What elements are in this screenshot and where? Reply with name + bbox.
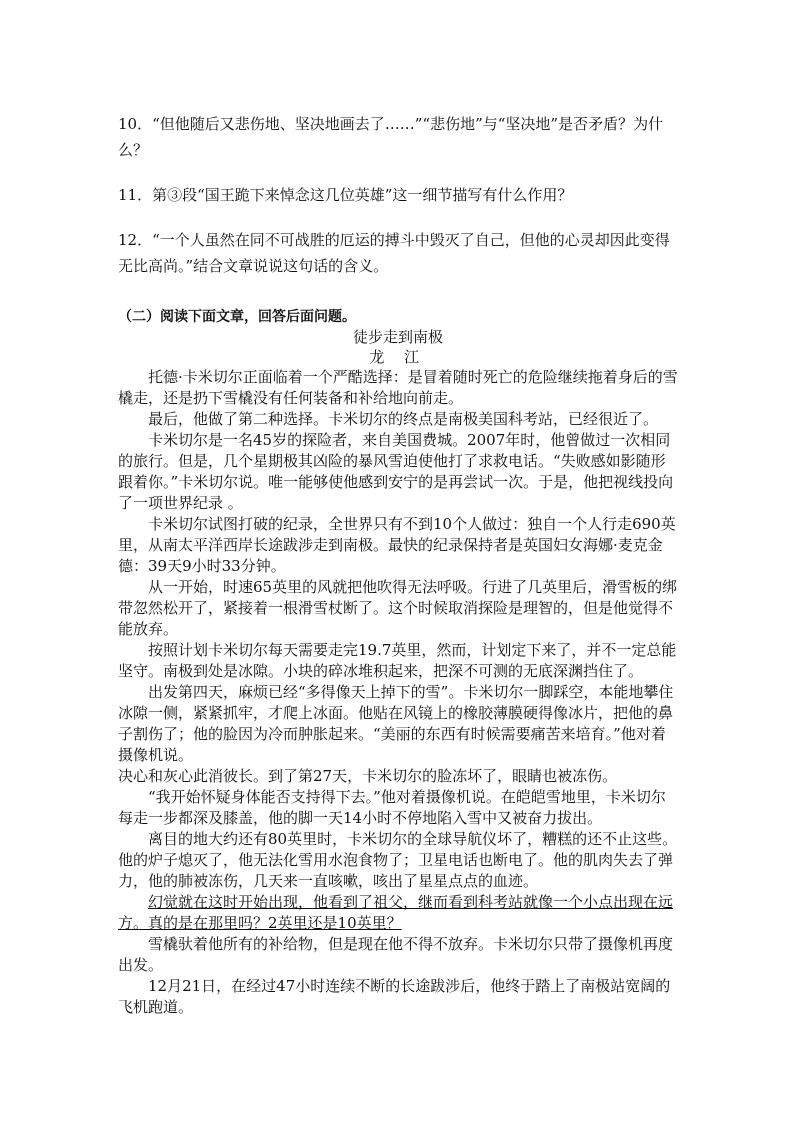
paragraph: 最后，他做了第二种选择。卡米切尔的终点是南极美国科考站，已经很近了。 bbox=[148, 410, 659, 428]
paragraph: “我开始怀疑身体能否支持得下去。”他对着摄像机说。在皑皑雪地里，卡米切尔每走一步都深及膝盖，他的脚一天14小时不停地陷入雪中又被奋力拔出。 bbox=[118, 788, 666, 827]
paragraph: 卡米切尔试图打破的纪录，全世界只有不到10个人做过：独自一个人行走690英里，从南太平洋西岸长途跋涉走到南极。最快的纪录保持者是英国妇女海娜·麦克金德：39天9小时33分钟。 bbox=[118, 515, 676, 575]
question-11: 11．第③段“国王跪下来悼念这几位英雄”这一细节描写有什么作用？ bbox=[118, 186, 573, 204]
paragraph: 按照计划卡米切尔每天需要走完19.7英里，然而，计划定下来了，并不一定总能坚守。南极到处是冰隙。小块的碎冰堆积起来，把深不可测的无底深渊挡住了。 bbox=[118, 641, 677, 680]
paragraph: 出发第四天，麻烦已经“多得像天上掉下的雪”。卡米切尔一脚踩空，本能地攀住冰隙一侧，紧紧抓牢，才爬上冰面。他贴在风镜上的橡胶薄膜硬得像冰片，把他的鼻子割伤了；他的脸因为冷而肿胀起来。“美丽的东西有时候需要痛苦来培育。”他对着摄像机说。 bbox=[118, 683, 674, 764]
paragraph-underlined bbox=[118, 892, 678, 934]
paragraph: 决心和灰心此消彼长。到了第27天，卡米切尔的脸冻坏了，眼睛也被冻伤。 bbox=[118, 767, 618, 785]
paragraph: 12月21日，在经过47小时连续不断的长途跋涉后，他终于踏上了南极站宽阔的飞机跑道。 bbox=[118, 977, 671, 1016]
page-content bbox=[118, 111, 678, 1018]
paragraph: 从一开始，时速65英里的风就把他吹得无法呼吸。行进了几英里后，滑雪板的绑带忽然松开了，紧接着一根滑雪杖断了。这个时候取消探险是理智的，但是他觉得不能放弃。 bbox=[118, 578, 678, 638]
paragraph: 卡米切尔是一名45岁的探险者，来自美国费城。2007年时，他曾做过一次相同的旅行。但是，几个星期极其凶险的暴风雪迫使他打了求救电话。“失败感如影随形跟着你。”卡米切尔说。唯一能够使他感到安宁的是再尝试一次。于是，他把视线投向了一项世界纪录 。 bbox=[118, 431, 674, 512]
paragraph: 雪橇驮着他所有的补给物，但是现在他不得不放弃。卡米切尔只带了摄像机再度出发。 bbox=[118, 935, 674, 974]
underlined-text: 幻觉就在这时开始出现，他看到了祖父，继而看到科考站就像一个小点出现在远方。真的是在那里吗？2英里还是10英里？ bbox=[118, 893, 674, 932]
question-12: 12．“一个人虽然在同不可战胜的厄运的搏斗中毁灭了自己，但他的心灵却因此变得无比高尚。”结合文章说说这句话的含义。 bbox=[118, 231, 670, 275]
paragraph: 托德·卡米切尔正面临着一个严酷选择：是冒着随时死亡的危险继续拖着身后的雪橇走，还是扔下雪橇没有任何装备和补给地向前走。 bbox=[118, 368, 678, 407]
question-10: 10．“但他随后又悲伤地、坚决地画去了……”“悲伤地”与“坚决地”是否矛盾？为什么？ bbox=[118, 115, 664, 159]
section-heading: （二）阅读下面文章，回答后面问题。 bbox=[118, 309, 356, 325]
paragraph: 离目的地大约还有80英里时，卡米切尔的全球导航仪坏了，糟糕的还不止这些。他的炉子熄灭了，他无法化雪用水泡食物了；卫星电话也断电了。他的肌肉失去了弹力，他的肺被冻伤，几天来一直咳嗽，咳出了星星点点的血迹。 bbox=[118, 830, 678, 890]
article-title: 徒步走到南极 bbox=[352, 328, 443, 346]
article-author: 龙 江 bbox=[369, 348, 427, 366]
